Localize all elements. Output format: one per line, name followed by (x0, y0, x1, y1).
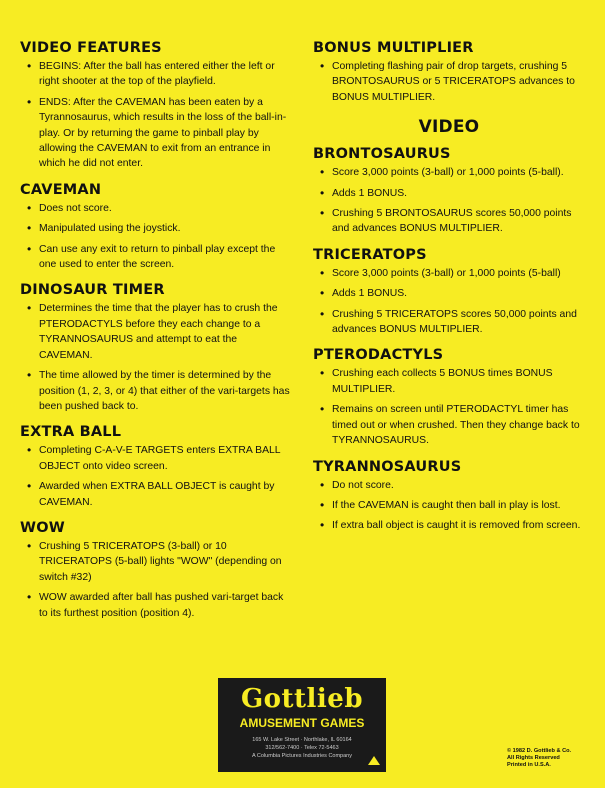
list-item: • WOW awarded after ball has pushed vari-target back to its furthest position (position 4). (20, 590, 292, 621)
section-heading: CAVEMAN (20, 181, 102, 198)
list-item: • Adds 1 BONUS. (313, 286, 585, 301)
section-video-features (20, 40, 292, 172)
bullet-list (20, 59, 292, 172)
list-item: • Crushing 5 BRONTOSAURUS scores 50,000 points and advances BONUS MULTIPLIER. (313, 206, 585, 237)
list-item: • ENDS: After the CAVEMAN has been eaten by a Tyrannosaurus, which results in the loss of the ball-in-play. Or by returning the game to pinball play by allowing the CAVEMAN to exit from an entrance in which he did not enter. (20, 95, 292, 172)
list-item: • The time allowed by the timer is determined by the position (1, 2, 3, or 4) that either of the vari-targets has been pushed back to. (20, 368, 292, 414)
columbia-mark-icon (368, 756, 380, 765)
section-heading: TRICERATOPS (313, 246, 427, 263)
right-column (313, 40, 585, 544)
section-dinosaur-timer (20, 282, 292, 414)
list-item: • BEGINS: After the ball has entered either the left or right shooter at the top of the playfield. (20, 59, 292, 90)
section-caveman (20, 182, 292, 273)
list-item: • Completing flashing pair of drop targets, crushing 5 BRONTOSAURUS or 5 TRICERATOPS advances to BONUS MULTIPLIER. (313, 59, 585, 105)
section-triceratops (313, 247, 585, 338)
list-item: • Do not score. (313, 478, 585, 493)
section-heading: WOW (20, 519, 65, 536)
address-line: 312/562-7400 · Telex 72-5463 (265, 745, 339, 751)
section-pterodactyls (313, 347, 585, 448)
list-item: • Adds 1 BONUS. (313, 186, 585, 201)
section-heading: DINOSAUR TIMER (20, 282, 165, 299)
section-heading: BONUS MULTIPLIER (313, 40, 474, 56)
list-item: • Remains on screen until PTERODACTYL timer has timed out or when crushed. Then they change back to TYRANNOSAURUS. (313, 402, 585, 448)
list-item: • Awarded when EXTRA BALL OBJECT is caught by CAVEMAN. (20, 479, 292, 510)
logo-address (226, 736, 378, 760)
list-item: • Crushing each collects 5 BONUS times BONUS MULTIPLIER. (313, 366, 585, 397)
bullet-list (20, 201, 292, 273)
video-heading: VIDEO (418, 117, 480, 138)
copyright-line: © 1982 D. Gottlieb & Co. (507, 748, 572, 754)
logo-wordmark: Gottlieb (240, 684, 364, 714)
bullet-list (313, 59, 585, 105)
section-heading: VIDEO FEATURES (20, 40, 162, 56)
copyright-line: Printed in U.S.A. (507, 762, 551, 768)
list-item: • If the CAVEMAN is caught then ball in play is lost. (313, 498, 585, 513)
logo-subtitle: AMUSEMENT GAMES (239, 716, 365, 730)
section-tyrannosaurus (313, 459, 585, 534)
copyright-line: All Rights Reserved (507, 755, 560, 761)
list-item: • Completing C-A-V-E TARGETS enters EXTRA BALL OBJECT onto video screen. (20, 443, 292, 474)
list-item: • Crushing 5 TRICERATOPS scores 50,000 points and advances BONUS MULTIPLIER. (313, 307, 585, 338)
bullet-list (313, 366, 585, 448)
section-wow (20, 520, 292, 621)
gottlieb-logo (218, 678, 386, 772)
left-column (20, 40, 292, 631)
bullet-list (20, 539, 292, 621)
section-extra-ball (20, 424, 292, 510)
list-item: • Does not score. (20, 201, 292, 216)
address-line: 165 W. Lake Street · Northlake, IL 60164 (252, 737, 352, 743)
bullet-list (20, 443, 292, 510)
bullet-list (313, 165, 585, 237)
bullet-list (313, 266, 585, 338)
copyright-notice (507, 748, 593, 769)
list-item: • Manipulated using the joystick. (20, 221, 292, 236)
bullet-list (20, 301, 292, 414)
list-item: • If extra ball object is caught it is removed from screen. (313, 518, 585, 533)
section-heading: EXTRA BALL (20, 424, 122, 441)
section-heading: BRONTOSAURUS (313, 146, 451, 163)
section-bonus-multiplier (313, 40, 585, 105)
list-item: • Crushing 5 TRICERATOPS (3-ball) or 10 TRICERATOPS (5-ball) lights "WOW" (depending on switch #32) (20, 539, 292, 585)
list-item: • Determines the time that the player has to crush the PTERODACTYLS before they each change to a TYRANNOSAURUS and attempt to eat the CAVEMAN. (20, 301, 292, 363)
list-item: • Can use any exit to return to pinball play except the one used to enter the screen. (20, 242, 292, 273)
list-item: • Score 3,000 points (3-ball) or 1,000 points (5-ball) (313, 266, 585, 281)
list-item: • Score 3,000 points (3-ball) or 1,000 points (5-ball). (313, 165, 585, 180)
section-brontosaurus (313, 146, 585, 237)
section-heading: TYRANNOSAURUS (313, 458, 462, 475)
section-heading: PTERODACTYLS (313, 347, 444, 364)
bullet-list (313, 478, 585, 534)
address-line: A Columbia Pictures Industries Company (252, 753, 352, 759)
